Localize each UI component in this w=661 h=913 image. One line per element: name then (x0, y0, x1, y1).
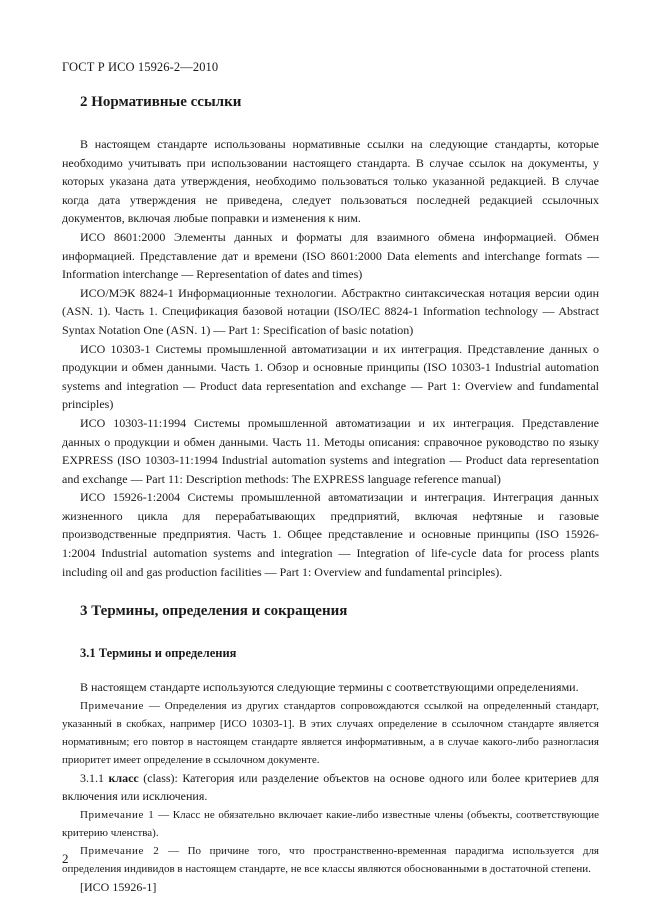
note-1-text: — Класс не обязательно включает какие-либо известные члены (объекты, соответствующие критерию членства). (62, 809, 599, 840)
note-general (62, 697, 599, 769)
subsection-3-1-title: 3.1 Термины и определения (80, 646, 237, 661)
note-2-label: Примечание 2 (80, 845, 160, 858)
page-content (62, 92, 599, 897)
normative-ref-iso-8601: ИСО 8601:2000 Элементы данных и форматы для взаимного обмена информацией. Обмен информацией. Представление дат и времени (ISO 8601:2000 Data elements and interchange formats — Information interchange — Representation of dates and times) (62, 229, 599, 282)
document-header: ГОСТ Р ИСО 15926-2—2010 (62, 60, 219, 74)
normative-ref-iso-8824-1: ИСО/МЭК 8824-1 Информационные технологии. Абстрактно синтаксическая нотация версии один (ASN. 1). Часть 1. Спецификация базовой нотации (ISO/IEC 8824-1 Information technology — Abstract Syntax Notation One (ASN. 1) — Part 1: Specification of basic notation) (62, 285, 599, 337)
section-2-title: 2 Нормативные ссылки (80, 94, 242, 110)
section-3-title: 3 Термины, определения и сокращения (80, 603, 348, 620)
term-number: 3.1.1 (80, 770, 109, 785)
note-1-label: Примечание 1 (80, 809, 155, 822)
note-2 (62, 842, 599, 878)
normative-ref-iso-15926-1: ИСО 15926-1:2004 Системы промышленной автоматизации и интеграция. Интеграция данных жизненного цикла для перерабатывающих предприятий, включая нефтяные и газовые производственные предприятия. Часть 1. Общее представление и основные принципы (ISO 15926-1:2004 Industrial automation systems and integration — Integration of life-cycle data for process plants including oil and gas production facilities — Part 1: Overview and fundamental principles). (62, 490, 599, 579)
term-source-reference: [ИСО 15926-1] (80, 880, 157, 895)
note-2-text: — По причине того, что пространственно-временная парадигма используется для определения индивидов в настоящем стандарте, не все классы являются обоснованными в достаточной степени. (62, 845, 599, 876)
section-2-paragraph: В настоящем стандарте использованы нормативные ссылки на следующие стандарты, которые необходимо учитывать при использовании настоящего стандарта. В случае ссылок на документы, у которых указана дата утверждения, необходимо пользоваться только указанной редакцией. В случае когда дата утверждения не приведена, следует пользоваться последней редакцией ссылочных документов, включая любые поправки и изменения к ним. (62, 137, 599, 226)
note-1 (62, 806, 599, 842)
term-definition: (class): Категория или разделение объектов на основе одного или более критериев для включения или исключения. (62, 770, 599, 804)
note-label: Примечание (80, 699, 144, 712)
term-class (62, 769, 599, 806)
normative-ref-iso-10303-11: ИСО 10303-11:1994 Системы промышленной автоматизации и их интеграция. Представление данных о продукции и обмен данными. Часть 11. Методы описания: справочное руководство по языку EXPRESS (ISO 10303-11:1994 Industrial automation systems and integration — Product data representation and exchange — Part 11: Description methods: The EXPRESS language reference manual) (62, 415, 599, 486)
term-word: класс (108, 770, 139, 785)
section-3-intro: В настоящем стандарте используются следующие термины с соответствующими определениями. (80, 680, 579, 695)
note-text: — Определения из других стандартов сопровождаются ссылкой на определенный стандарт, указанный в скобках, например [ИСО 10303-1]. В этих случаях определение в ссылочном стандарте является нормативным; его повтор в настоящем стандарте является информативным, а в случае какого-либо разногласия приоритет имеет определение в ссылочном документе. (62, 699, 599, 766)
normative-ref-iso-10303-1: ИСО 10303-1 Системы промышленной автоматизации и их интеграция. Представление данных о продукции и обмен данными. Часть 1. Обзор и основные принципы (ISO 10303-1 Industrial automation systems and integration — Product data representation and exchange — Part 1: Overview and fundamental principles) (62, 341, 599, 412)
page-number: 2 (62, 851, 69, 866)
